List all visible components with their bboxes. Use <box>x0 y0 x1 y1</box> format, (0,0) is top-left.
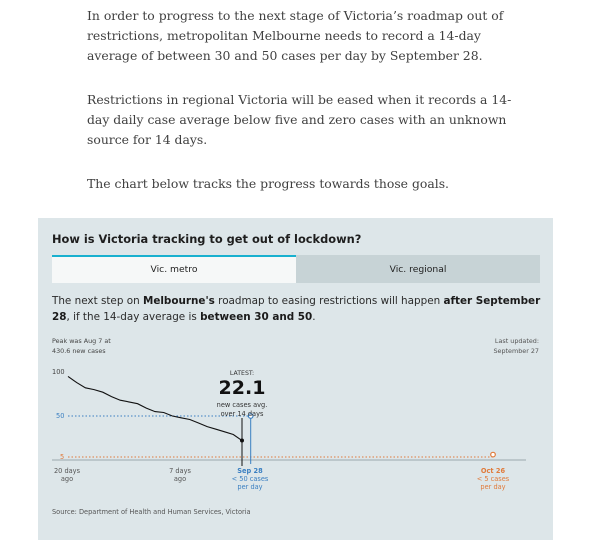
y-tick-label: 5 <box>60 453 65 461</box>
y-tick-label: 100 <box>52 368 65 376</box>
last-updated-label: Last updated: <box>494 337 539 345</box>
latest-sublabel: over 14 days <box>220 410 264 418</box>
target-condition-label: per day <box>237 483 263 491</box>
latest-sublabel: new cases avg. <box>216 401 268 409</box>
desc-text: . <box>312 311 316 323</box>
latest-label: LATEST: <box>229 370 255 377</box>
last-updated-date: September 27 <box>493 347 539 355</box>
article-paragraph: The chart below tracks the progress towards those goals. <box>87 176 449 191</box>
article-paragraph: Restrictions in regional Victoria will be eased when it records a 14-day daily case average below five and zero cases with an unknown source for 14 days. <box>87 92 512 147</box>
desc-emphasis: Melbourne's <box>142 295 215 307</box>
latest-value: 22.1 <box>218 377 266 399</box>
peak-note-line: 430.6 new cases <box>52 347 106 355</box>
source-note: Source: Department of Health and Human Services, Victoria <box>52 508 251 516</box>
case-average-chart <box>38 218 553 540</box>
tab-vic-regional[interactable]: Vic. regional <box>296 255 540 283</box>
widget-title: How is Victoria tracking to get out of lockdown? <box>52 232 362 246</box>
target-condition-label: < 5 cases <box>476 475 510 483</box>
lockdown-tracker-widget <box>38 218 553 540</box>
desc-emphasis: after September 28 <box>52 295 541 323</box>
latest-point <box>240 439 244 443</box>
target-date-label: Oct 26 <box>480 467 506 475</box>
x-tick-label: 20 days <box>53 467 81 475</box>
peak-note-line: Peak was Aug 7 at <box>52 337 111 345</box>
target-marker <box>491 452 496 457</box>
desc-emphasis: between 30 and 50 <box>200 311 313 323</box>
target-condition-label: < 50 cases <box>231 475 269 483</box>
tab-vic-metro[interactable]: Vic. metro <box>52 255 296 283</box>
desc-text: The next step on <box>52 295 143 307</box>
x-tick-label: ago <box>60 475 74 483</box>
target-condition-label: per day <box>480 483 506 491</box>
target-date-label: Sep 28 <box>237 467 263 475</box>
y-tick-label: 50 <box>56 412 65 420</box>
article-paragraph: In order to progress to the next stage of Victoria’s roadmap out of restrictions, metropolitan Melbourne needs to record a 14-day average of between 30 and 50 cases per day by September 28. <box>87 8 504 63</box>
x-tick-label: 7 days <box>169 467 191 475</box>
desc-text: roadmap to easing restrictions will happen <box>214 295 444 307</box>
x-tick-label: ago <box>173 475 187 483</box>
desc-text: , if the 14-day average is <box>66 311 201 323</box>
